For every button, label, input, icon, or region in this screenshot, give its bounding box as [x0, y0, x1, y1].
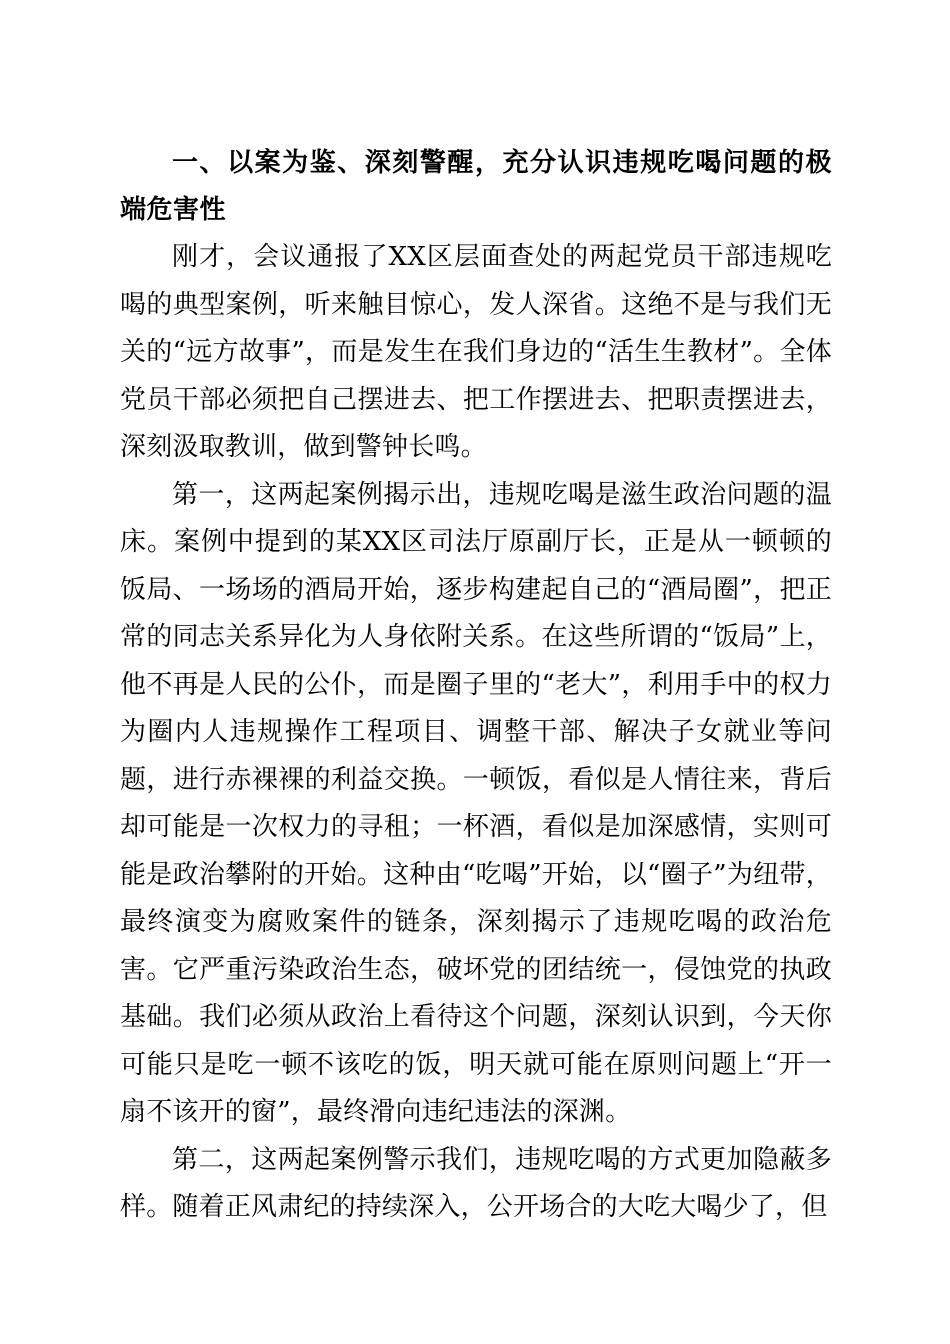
paragraph-intro: 刚才，会议通报了XX区层面查处的两起党员干部违规吃喝的典型案例，听来触目惊心，发人深省。这绝不是与我们无关的“远方故事”，而是发生在我们身边的“活生生教材”。全体党员干部必须把自己摆进去、把工作摆进去、把职责摆进去，深刻汲取教训，做到警钟长鸣。 [120, 242, 832, 462]
section-heading: 一、以案为鉴、深刻警醒，充分认识违规吃喝问题的极端危害性 [120, 148, 832, 225]
paragraph-first-point: 第一，这两起案例揭示出，违规吃喝是滋生政治问题的温床。案例中提到的某XX区司法厅原副厅长，正是从一顿顿的饭局、一场场的酒局开始，逐步构建起自己的“酒局圈”，把正常的同志关系异化为人身依附关系。在这些所谓的“饭局”上，他不再是人民的公仆，而是圈子里的“老大”，利用手中的权力为圈内人违规操作工程项目、调整干部、解决子女就业等问题，进行赤裸裸的利益交换。一顿饭，看似是人情往来，背后却可能是一次权力的寻租；一杯酒，看似是加深感情，实则可能是政治攀附的开始。这种由“吃喝”开始，以“圈子”为纽带，最终演变为腐败案件的链条，深刻揭示了违规吃喝的政治危害。它严重污染政治生态，破坏党的团结统一，侵蚀党的执政基础。我们必须从政治上看待这个问题，深刻认识到，今天你可能只是吃一顿不该吃的饭，明天就可能在原则问题上“开一扇不该开的窗”，最终滑向违纪违法的深渊。 [120, 479, 832, 1127]
document-body [120, 140, 832, 1232]
paragraph-second-point: 第二，这两起案例警示我们，违规吃喝的方式更加隐蔽多样。随着正风肃纪的持续深入，公开场合的大吃大喝少了，但 [120, 1144, 832, 1222]
